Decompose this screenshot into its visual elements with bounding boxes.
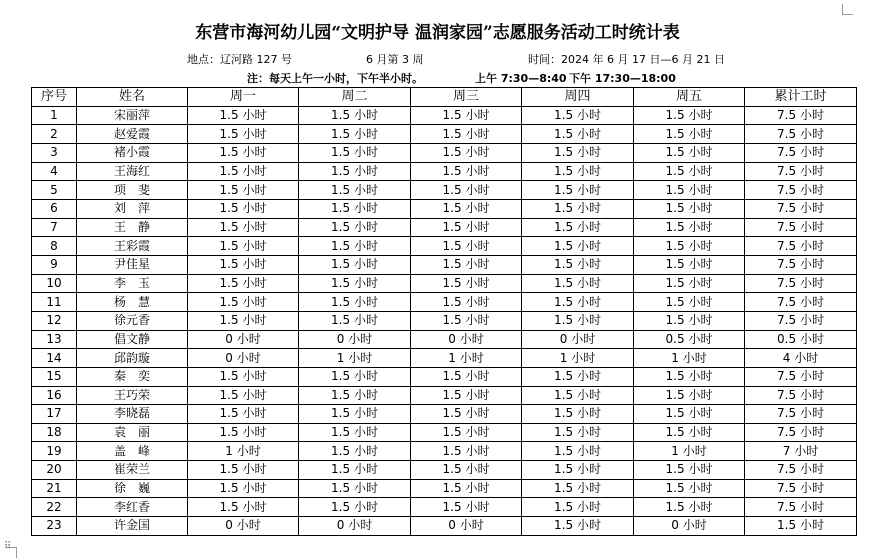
- cell-name: 李晓磊: [77, 405, 188, 424]
- cell-name: 崔荣兰: [77, 461, 188, 480]
- cell-name: 王海红: [77, 162, 188, 181]
- cell-monday: 1.5 小时: [188, 479, 299, 498]
- cell-index: 4: [32, 162, 77, 181]
- cell-wednesday: 1.5 小时: [411, 405, 522, 424]
- table-move-handle-icon[interactable]: ⠿: [4, 541, 12, 552]
- cell-index: 2: [32, 125, 77, 144]
- cell-total: 7.5 小时: [745, 199, 857, 218]
- cell-friday: 1.5 小时: [634, 367, 745, 386]
- cell-name: 邱韵璇: [77, 349, 188, 368]
- table-row: [32, 125, 857, 144]
- table-row: [32, 293, 857, 312]
- cell-wednesday: 1.5 小时: [411, 386, 522, 405]
- cell-monday: 1.5 小时: [188, 498, 299, 517]
- cell-total: 7.5 小时: [745, 293, 857, 312]
- cell-thursday: 1.5 小时: [522, 517, 634, 536]
- cell-index: 23: [32, 517, 77, 536]
- cell-wednesday: 0 小时: [411, 517, 522, 536]
- cell-index: 17: [32, 405, 77, 424]
- cell-friday: 1.5 小时: [634, 162, 745, 181]
- cell-wednesday: 0 小时: [411, 330, 522, 349]
- document-title: 东营市海河幼儿园“文明护导 温润家园”志愿服务活动工时统计表: [195, 23, 680, 43]
- cell-friday: 1.5 小时: [634, 255, 745, 274]
- volunteer-hours-table: [31, 87, 857, 536]
- cell-total: 7 小时: [745, 442, 857, 461]
- cell-name: 徐元香: [77, 311, 188, 330]
- cell-index: 22: [32, 498, 77, 517]
- cell-thursday: 1.5 小时: [522, 162, 634, 181]
- cell-friday: 1.5 小时: [634, 498, 745, 517]
- afternoon-time: 下午 17:30—18:00: [569, 72, 676, 85]
- cell-wednesday: 1.5 小时: [411, 311, 522, 330]
- cell-tuesday: 1.5 小时: [299, 479, 411, 498]
- table-header-row: [32, 88, 857, 107]
- cell-tuesday: 1.5 小时: [299, 125, 411, 144]
- cell-tuesday: 1.5 小时: [299, 218, 411, 237]
- cell-name: 宋丽萍: [77, 106, 188, 125]
- cell-monday: 1.5 小时: [188, 218, 299, 237]
- cell-tuesday: 1.5 小时: [299, 237, 411, 256]
- header-friday: 周五: [634, 88, 745, 107]
- cell-total: 7.5 小时: [745, 218, 857, 237]
- cell-monday: 1.5 小时: [188, 199, 299, 218]
- cell-wednesday: 1.5 小时: [411, 461, 522, 480]
- cell-total: 7.5 小时: [745, 311, 857, 330]
- cell-index: 10: [32, 274, 77, 293]
- cell-total: 7.5 小时: [745, 143, 857, 162]
- cell-total: 7.5 小时: [745, 405, 857, 424]
- cell-thursday: 1.5 小时: [522, 423, 634, 442]
- cell-name: 杨 慧: [77, 293, 188, 312]
- table-row: [32, 162, 857, 181]
- location-text: 地点：辽河路 127 号: [187, 53, 292, 66]
- header-wednesday: 周三: [411, 88, 522, 107]
- cell-index: 18: [32, 423, 77, 442]
- cell-tuesday: 1.5 小时: [299, 386, 411, 405]
- cell-index: 3: [32, 143, 77, 162]
- cell-tuesday: 1.5 小时: [299, 461, 411, 480]
- cell-total: 7.5 小时: [745, 386, 857, 405]
- cell-friday: 1.5 小时: [634, 386, 745, 405]
- cell-friday: 1.5 小时: [634, 405, 745, 424]
- cell-monday: 1.5 小时: [188, 461, 299, 480]
- cell-thursday: 1.5 小时: [522, 199, 634, 218]
- cell-wednesday: 1.5 小时: [411, 255, 522, 274]
- cell-total: 7.5 小时: [745, 274, 857, 293]
- cell-friday: 1.5 小时: [634, 106, 745, 125]
- cell-monday: 1 小时: [188, 442, 299, 461]
- cell-total: 7.5 小时: [745, 498, 857, 517]
- cell-monday: 0 小时: [188, 517, 299, 536]
- cell-total: 7.5 小时: [745, 255, 857, 274]
- cell-thursday: 1.5 小时: [522, 461, 634, 480]
- cell-tuesday: 1.5 小时: [299, 405, 411, 424]
- cell-index: 5: [32, 181, 77, 200]
- table-row: [32, 479, 857, 498]
- cell-thursday: 1.5 小时: [522, 386, 634, 405]
- cell-friday: 1.5 小时: [634, 237, 745, 256]
- cell-wednesday: 1.5 小时: [411, 423, 522, 442]
- header-thursday: 周四: [522, 88, 634, 107]
- table-row: [32, 349, 857, 368]
- cell-thursday: 1.5 小时: [522, 125, 634, 144]
- cell-tuesday: 1.5 小时: [299, 442, 411, 461]
- cell-monday: 1.5 小时: [188, 405, 299, 424]
- cell-name: 赵爱霞: [77, 125, 188, 144]
- cell-index: 7: [32, 218, 77, 237]
- cell-tuesday: 1.5 小时: [299, 367, 411, 386]
- cell-wednesday: 1.5 小时: [411, 367, 522, 386]
- cell-thursday: 0 小时: [522, 330, 634, 349]
- table-row: [32, 386, 857, 405]
- cell-tuesday: 1.5 小时: [299, 423, 411, 442]
- cell-thursday: 1.5 小时: [522, 311, 634, 330]
- table-row: [32, 218, 857, 237]
- table-row: [32, 181, 857, 200]
- cell-monday: 1.5 小时: [188, 125, 299, 144]
- cell-thursday: 1.5 小时: [522, 293, 634, 312]
- cell-monday: 1.5 小时: [188, 181, 299, 200]
- cell-name: 秦 奕: [77, 367, 188, 386]
- cell-thursday: 1.5 小时: [522, 405, 634, 424]
- table-row: [32, 367, 857, 386]
- cell-total: 7.5 小时: [745, 237, 857, 256]
- cell-thursday: 1.5 小时: [522, 181, 634, 200]
- cell-monday: 0 小时: [188, 349, 299, 368]
- cell-friday: 1.5 小时: [634, 125, 745, 144]
- cell-index: 9: [32, 255, 77, 274]
- cell-name: 盖 峰: [77, 442, 188, 461]
- week-text: 6 月第 3 周: [366, 53, 424, 66]
- cell-total: 7.5 小时: [745, 423, 857, 442]
- table-row: [32, 461, 857, 480]
- cell-index: 15: [32, 367, 77, 386]
- cell-monday: 1.5 小时: [188, 367, 299, 386]
- morning-time: 上午 7:30—8:40: [475, 72, 567, 85]
- cell-index: 11: [32, 293, 77, 312]
- cell-monday: 1.5 小时: [188, 311, 299, 330]
- table-row: [32, 517, 857, 536]
- header-monday: 周一: [188, 88, 299, 107]
- cell-friday: 1 小时: [634, 442, 745, 461]
- cell-monday: 1.5 小时: [188, 106, 299, 125]
- cell-friday: 0.5 小时: [634, 330, 745, 349]
- cell-friday: 1.5 小时: [634, 479, 745, 498]
- cell-thursday: 1.5 小时: [522, 367, 634, 386]
- cell-wednesday: 1.5 小时: [411, 479, 522, 498]
- cell-index: 12: [32, 311, 77, 330]
- cell-tuesday: 1.5 小时: [299, 143, 411, 162]
- table-row: [32, 405, 857, 424]
- cell-name: 倡文静: [77, 330, 188, 349]
- cell-friday: 1.5 小时: [634, 143, 745, 162]
- table-row: [32, 106, 857, 125]
- cell-total: 7.5 小时: [745, 367, 857, 386]
- table-row: [32, 330, 857, 349]
- cell-thursday: 1.5 小时: [522, 106, 634, 125]
- cell-wednesday: 1.5 小时: [411, 237, 522, 256]
- cell-friday: 1.5 小时: [634, 218, 745, 237]
- header-tuesday: 周二: [299, 88, 411, 107]
- cell-friday: 1.5 小时: [634, 274, 745, 293]
- table-row: [32, 498, 857, 517]
- cell-total: 1.5 小时: [745, 517, 857, 536]
- cell-wednesday: 1.5 小时: [411, 143, 522, 162]
- cell-tuesday: 1.5 小时: [299, 311, 411, 330]
- header-name: 姓名: [77, 88, 188, 107]
- cell-name: 褚小霞: [77, 143, 188, 162]
- cell-index: 8: [32, 237, 77, 256]
- cell-name: 王彩霞: [77, 237, 188, 256]
- date-range-text: 时间：2024 年 6 月 17 日—6 月 21 日: [528, 53, 725, 66]
- cell-total: 7.5 小时: [745, 479, 857, 498]
- cell-name: 李 玉: [77, 274, 188, 293]
- cell-tuesday: 1.5 小时: [299, 162, 411, 181]
- cell-tuesday: 1.5 小时: [299, 199, 411, 218]
- cell-index: 14: [32, 349, 77, 368]
- cell-total: 7.5 小时: [745, 181, 857, 200]
- cell-wednesday: 1.5 小时: [411, 181, 522, 200]
- cell-index: 19: [32, 442, 77, 461]
- cell-friday: 1.5 小时: [634, 293, 745, 312]
- cell-index: 1: [32, 106, 77, 125]
- cell-monday: 1.5 小时: [188, 293, 299, 312]
- cell-tuesday: 1.5 小时: [299, 498, 411, 517]
- cell-name: 李红香: [77, 498, 188, 517]
- cell-friday: 1.5 小时: [634, 199, 745, 218]
- table-row: [32, 237, 857, 256]
- cell-thursday: 1.5 小时: [522, 143, 634, 162]
- cell-tuesday: 1.5 小时: [299, 255, 411, 274]
- cell-friday: 1.5 小时: [634, 311, 745, 330]
- cell-total: 0.5 小时: [745, 330, 857, 349]
- header-total: 累计工时: [745, 88, 857, 107]
- cell-name: 项 斐: [77, 181, 188, 200]
- cell-wednesday: 1.5 小时: [411, 498, 522, 517]
- cell-monday: 1.5 小时: [188, 162, 299, 181]
- cell-wednesday: 1.5 小时: [411, 125, 522, 144]
- cell-total: 7.5 小时: [745, 125, 857, 144]
- cell-tuesday: 1.5 小时: [299, 274, 411, 293]
- cell-thursday: 1.5 小时: [522, 498, 634, 517]
- cell-name: 王巧荣: [77, 386, 188, 405]
- cell-monday: 1.5 小时: [188, 274, 299, 293]
- cell-monday: 1.5 小时: [188, 255, 299, 274]
- cell-name: 袁 丽: [77, 423, 188, 442]
- cell-name: 许金国: [77, 517, 188, 536]
- cell-thursday: 1.5 小时: [522, 479, 634, 498]
- cell-wednesday: 1 小时: [411, 349, 522, 368]
- cell-index: 13: [32, 330, 77, 349]
- cell-thursday: 1.5 小时: [522, 255, 634, 274]
- cell-index: 6: [32, 199, 77, 218]
- cell-index: 20: [32, 461, 77, 480]
- cell-thursday: 1.5 小时: [522, 237, 634, 256]
- cell-thursday: 1.5 小时: [522, 218, 634, 237]
- cell-tuesday: 1.5 小时: [299, 293, 411, 312]
- cell-friday: 1.5 小时: [634, 423, 745, 442]
- table-row: [32, 199, 857, 218]
- cell-wednesday: 1.5 小时: [411, 199, 522, 218]
- cell-monday: 1.5 小时: [188, 237, 299, 256]
- cell-friday: 1 小时: [634, 349, 745, 368]
- cell-name: 王 静: [77, 218, 188, 237]
- cell-name: 徐 巍: [77, 479, 188, 498]
- cell-index: 16: [32, 386, 77, 405]
- cell-friday: 1.5 小时: [634, 461, 745, 480]
- cell-wednesday: 1.5 小时: [411, 106, 522, 125]
- table-row: [32, 442, 857, 461]
- cell-wednesday: 1.5 小时: [411, 293, 522, 312]
- cell-tuesday: 1 小时: [299, 349, 411, 368]
- table-row: [32, 255, 857, 274]
- cell-wednesday: 1.5 小时: [411, 162, 522, 181]
- table-row: [32, 423, 857, 442]
- table-row: [32, 311, 857, 330]
- cell-thursday: 1 小时: [522, 349, 634, 368]
- cell-total: 7.5 小时: [745, 106, 857, 125]
- cell-wednesday: 1.5 小时: [411, 274, 522, 293]
- header-index: 序号: [32, 88, 77, 107]
- table-row: [32, 274, 857, 293]
- cell-monday: 1.5 小时: [188, 386, 299, 405]
- cell-thursday: 1.5 小时: [522, 274, 634, 293]
- cell-friday: 0 小时: [634, 517, 745, 536]
- table-row: [32, 143, 857, 162]
- page-corner-mark: [842, 4, 853, 15]
- cell-wednesday: 1.5 小时: [411, 442, 522, 461]
- cell-total: 7.5 小时: [745, 162, 857, 181]
- cell-monday: 1.5 小时: [188, 143, 299, 162]
- cell-tuesday: 1.5 小时: [299, 181, 411, 200]
- cell-monday: 0 小时: [188, 330, 299, 349]
- schedule-note: 注：每天上午一小时，下午半小时。: [247, 72, 423, 85]
- cell-wednesday: 1.5 小时: [411, 218, 522, 237]
- cell-tuesday: 0 小时: [299, 330, 411, 349]
- cell-total: 4 小时: [745, 349, 857, 368]
- cell-name: 刘 萍: [77, 199, 188, 218]
- cell-index: 21: [32, 479, 77, 498]
- cell-tuesday: 0 小时: [299, 517, 411, 536]
- cell-total: 7.5 小时: [745, 461, 857, 480]
- cell-thursday: 1.5 小时: [522, 442, 634, 461]
- cell-name: 尹佳星: [77, 255, 188, 274]
- cell-monday: 1.5 小时: [188, 423, 299, 442]
- cell-tuesday: 1.5 小时: [299, 106, 411, 125]
- cell-friday: 1.5 小时: [634, 181, 745, 200]
